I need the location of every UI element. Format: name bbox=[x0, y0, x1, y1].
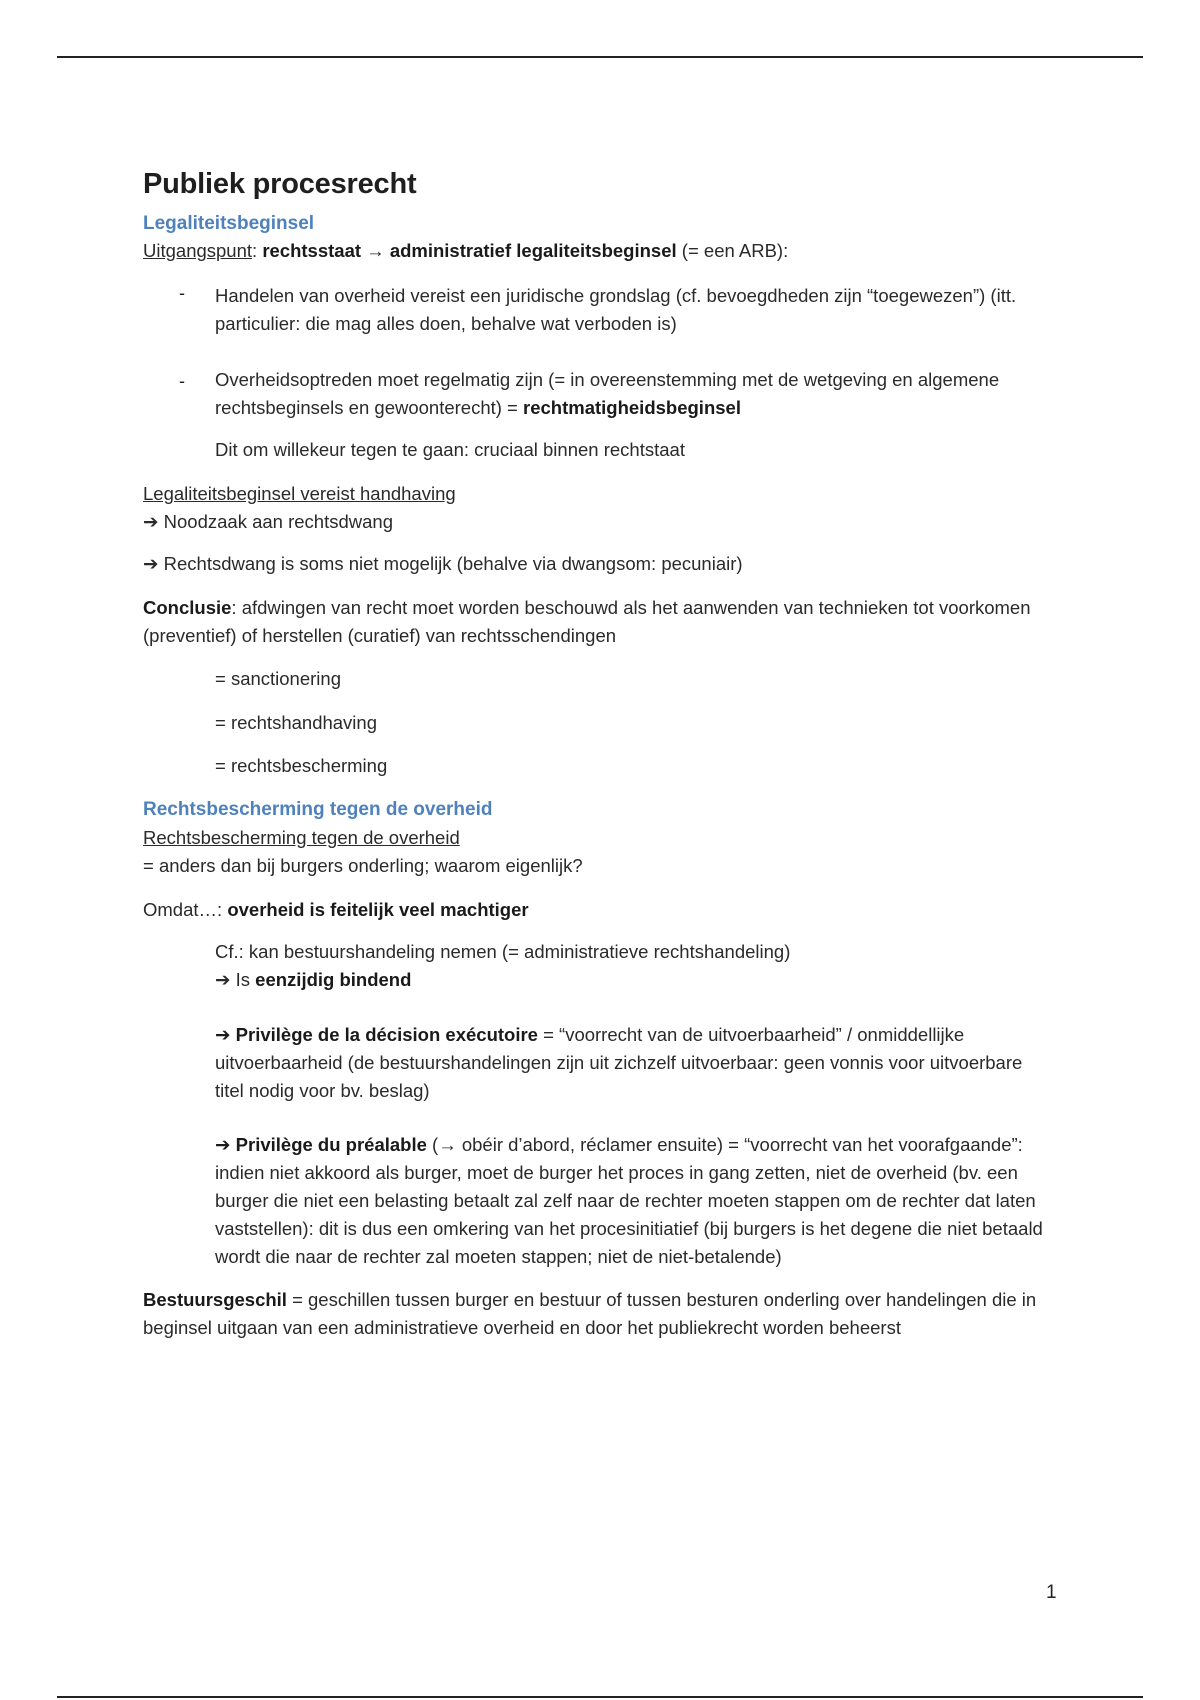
privilege-prealable-paragraph: ➔ Privilège du préalable (→ obéir d’abord, réclamer ensuite) = “voorrecht van het voorafgaande”: indien niet akkoord als burger, moet de burger het proces in gang zetten, niet de overheid (bv. een burger die niet een belasting betaalt zal zelf naar de rechter moeten stappen om de rechter dat laten vaststellen): dit is dus een omkering van het procesinitiatief (bij burgers is het degene die niet betaald wordt die naar de rechter zal moeten stappen; niet de niet-betalende) bbox=[215, 1134, 1043, 1267]
starting-point-label: Uitgangspunt bbox=[143, 240, 253, 261]
starting-point-line: Uitgangspunt: rechtsstaat → administratief legaliteitsbeginsel (= een ARB): bbox=[143, 240, 789, 261]
cf-line: Cf.: kan bestuurshandeling nemen (= administratieve rechtshandeling) bbox=[215, 941, 791, 962]
bestuursgeschil-label: Bestuursgeschil bbox=[143, 1289, 287, 1310]
header-rule bbox=[57, 56, 1143, 58]
bestuursgeschil-paragraph: Bestuursgeschil = geschillen tussen burger en bestuur of tussen besturen onderling over handelingen die in beginsel uitgaan van een administratieve overheid en door het publiekrecht worden beheerst bbox=[143, 1289, 1037, 1338]
conclusion-paragraph: Conclusie: afdwingen van recht moet worden beschouwd als het aanwenden van technieken tot voorkomen (preventief) of herstellen (curatief) van rechtsschendingen bbox=[143, 597, 1031, 646]
rechtsbescherming-question: = anders dan bij burgers onderling; waarom eigenlijk? bbox=[143, 855, 583, 876]
page-number: 1 bbox=[1046, 1582, 1057, 1603]
enforcement-line-necessity: ➔ Noodzaak aan rechtsdwang bbox=[143, 511, 393, 532]
rechtsbescherming-subheading: Rechtsbescherming tegen de overheid bbox=[143, 827, 460, 848]
equivalence-rechtsbescherming: = rechtsbescherming bbox=[215, 755, 388, 776]
bullet-regularity: Overheidsoptreden moet regelmatig zijn (= in overeenstemming met de wetgeving en algemene rechtsbeginsels en gewoonterecht) = rechtmatigheidsbeginsel bbox=[215, 369, 1000, 418]
conclusion-label: Conclusie bbox=[143, 597, 232, 618]
equivalence-rechtshandhaving: = rechtshandhaving bbox=[215, 712, 377, 733]
arbitrariness-note: Dit om willekeur tegen te gaan: cruciaal binnen rechtstaat bbox=[215, 439, 685, 460]
footer-rule bbox=[57, 1696, 1143, 1698]
page-title: Publiek procesrecht bbox=[143, 168, 417, 200]
privilege-executoire-paragraph: ➔ Privilège de la décision exécutoire = “voorrecht van de uitvoerbaarheid” / onmiddellijke uitvoerbaarheid (de bestuurshandelingen zijn uit zichzelf uitvoerbaar: geen vonnis voor uitvoerbare titel nodig voor bv. beslag) bbox=[215, 1024, 1023, 1101]
enforcement-line-impossible: ➔ Rechtsdwang is soms niet mogelijk (behalve via dwangsom: pecuniair) bbox=[143, 553, 743, 574]
enforcement-heading: Legaliteitsbeginsel vereist handhaving bbox=[143, 483, 456, 504]
binding-line: ➔ Is eenzijdig bindend bbox=[215, 969, 412, 990]
section-heading-legaliteitsbeginsel: Legaliteitsbeginsel bbox=[143, 213, 315, 234]
section-heading-rechtsbescherming: Rechtsbescherming tegen de overheid bbox=[143, 799, 493, 820]
bullet-dash: - bbox=[179, 371, 185, 391]
omdat-line: Omdat…: overheid is feitelijk veel machtiger bbox=[143, 899, 529, 920]
equivalence-sanctionering: = sanctionering bbox=[215, 668, 341, 689]
bullet-dash: - bbox=[179, 283, 185, 303]
bullet-legal-basis: Handelen van overheid vereist een juridische grondslag (cf. bevoegdheden zijn “toegewezen”) (itt. particulier: die mag alles doen, behalve wat verboden is) bbox=[215, 285, 1017, 334]
